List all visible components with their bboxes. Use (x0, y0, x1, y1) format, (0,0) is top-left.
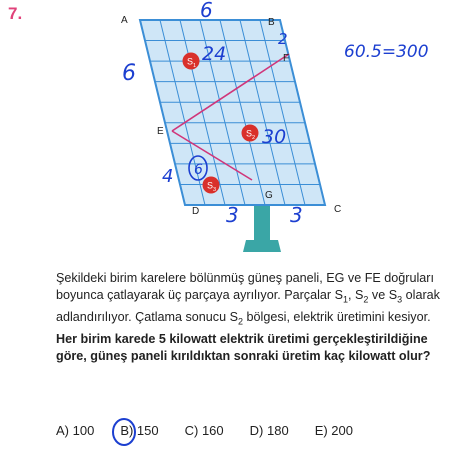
question-paragraph-2: Her birim karede 5 kilowatt elektrik üretimi gerçekleştirildiğine göre, güneş paneli kırıldıktan sonraki üretim kaç kilowatt olur? (56, 331, 431, 363)
region-s1-marker (183, 53, 200, 70)
region-s1-sub: 1 (193, 63, 197, 69)
handwritten-left-4: 4 (162, 166, 174, 187)
question-number: 7. (8, 4, 23, 23)
choice-e[interactable]: E) 200 (314, 423, 353, 438)
handwritten-s2-30: 30 (262, 126, 287, 148)
handwritten-left-6: 6 (122, 61, 136, 86)
panel-stand-base (243, 240, 281, 252)
choice-a[interactable]: A) 100 (56, 423, 95, 438)
handwritten-bottom-3b: 3 (290, 203, 303, 227)
choice-c[interactable]: C) 160 (184, 423, 224, 438)
question-paragraph-1: Şekildeki birim karelere bölünmüş güneş paneli, EG ve FE doğruları boyunca çatlayarak üç parçaya ayrılıyor. Parçalar $S_1$, $S_2$ ve $S_3$ olarak adlandırılıyor. Çatlama sonucu $S_2$ bölgesi, elektrik üretimini kesiyor. (56, 271, 440, 327)
handwritten-top-6: 6 (200, 0, 213, 22)
vertex-label-g: G (265, 190, 273, 201)
question-text (56, 270, 446, 365)
region-s2-label: S (246, 128, 253, 139)
handwritten-s1-24: 24 (202, 43, 227, 65)
choice-d[interactable]: D) 180 (249, 423, 289, 438)
choice-b[interactable]: B) 150 (120, 423, 159, 438)
vertex-label-b: B (268, 17, 275, 28)
vertex-label-f: F (283, 53, 290, 64)
handwritten-s3-6: 6 (194, 162, 203, 178)
region-s2-marker (242, 125, 259, 142)
region-s3-marker (203, 177, 220, 194)
handwritten-bottom-3a: 3 (226, 203, 239, 227)
handwritten-top-right-2: 2 (278, 30, 288, 48)
region-s1-label: S (187, 56, 194, 67)
vertex-label-e: E (157, 126, 164, 137)
vertex-label-c: C (334, 204, 342, 215)
vertex-label-d: D (192, 206, 200, 217)
handwritten-calc: 60.5=300 (344, 42, 429, 62)
vertex-label-a: A (121, 15, 128, 26)
region-s3-sub: 3 (213, 187, 217, 193)
region-s2-sub: 2 (252, 135, 256, 141)
handwritten-answer-circle (110, 416, 142, 450)
region-s3-label: S (207, 180, 214, 191)
